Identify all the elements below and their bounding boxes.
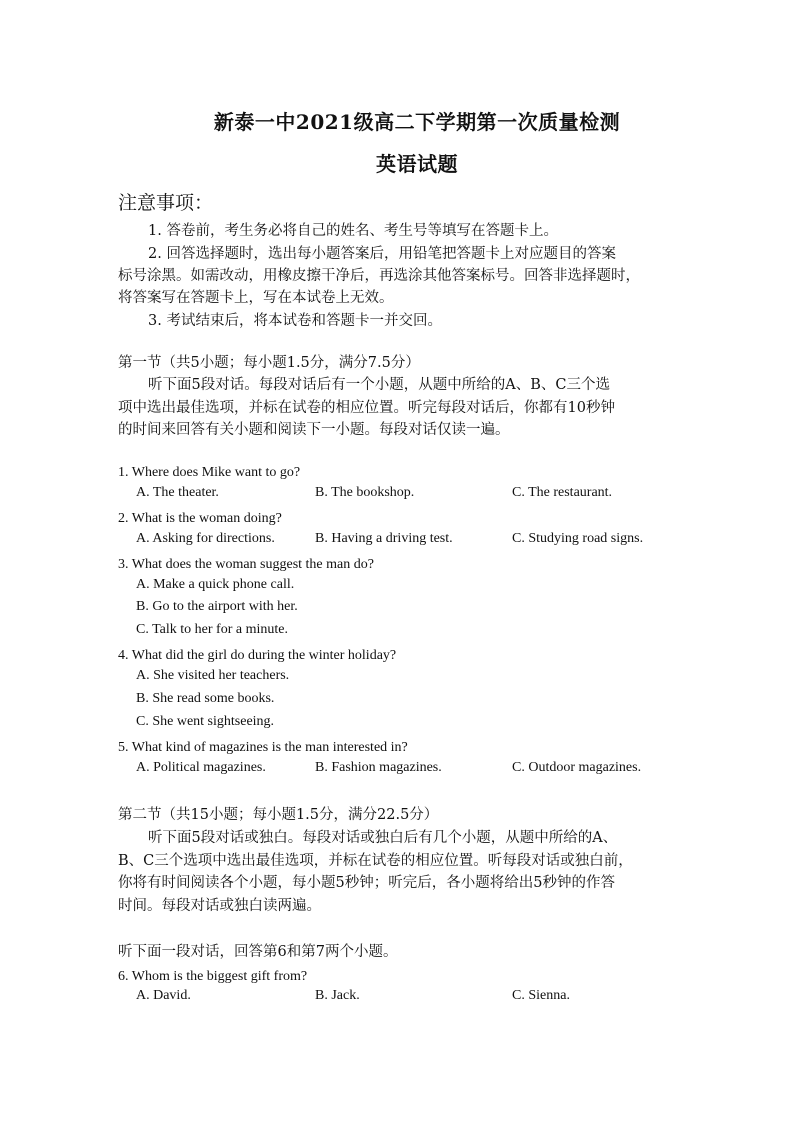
section2-prompt: 听下面一段对话，回答第6和第7两个小题。 (118, 944, 398, 960)
question-5: 5. What kind of magazines is the man interested in? (118, 740, 408, 755)
question-6-option-b: B. Jack. (315, 988, 360, 1003)
question-4: 4. What did the girl do during the winter holiday? (118, 648, 397, 663)
question-1-option-c: C. The restaurant. (512, 485, 613, 500)
exam-subtitle: 英语试题 (376, 152, 458, 176)
section2-heading: 第二节（共15小题；每小题1.5分，满分22.5分） (118, 807, 439, 823)
notice-line: 标号涂黑。如需改动，用橡皮擦干净后，再选涂其他答案标号。回答非选择题时， (118, 268, 640, 284)
question-2: 2. What is the woman doing? (118, 511, 282, 526)
section2-instruction: 听下面5段对话或独白。每段对话或独白后有几个小题，从题中所给的A、 (148, 830, 618, 846)
question-3-option-c: C. Talk to her for a minute. (136, 622, 288, 637)
section2-instruction: 时间。每段对话或独白读两遍。 (118, 898, 321, 914)
question-5-option-c: C. Outdoor magazines. (512, 760, 642, 775)
notice-line: 1. 答卷前，考生务必将自己的姓名、考生号等填写在答题卡上。 (148, 223, 558, 239)
notice-line: 3. 考试结束后，将本试卷和答题卡一并交回。 (148, 313, 442, 329)
question-5-option-b: B. Fashion magazines. (315, 760, 442, 775)
question-3-option-a: A. Make a quick phone call. (136, 577, 295, 592)
question-6-option-c: C. Sienna. (512, 988, 570, 1003)
notice-line: 将答案写在答题卡上，写在本试卷上无效。 (118, 290, 394, 306)
question-1: 1. Where does Mike want to go? (118, 465, 301, 480)
question-3: 3. What does the woman suggest the man do? (118, 557, 374, 572)
question-4-option-a: A. She visited her teachers. (136, 668, 290, 683)
question-1-option-a: A. The theater. (136, 485, 219, 500)
question-2-option-b: B. Having a driving test. (315, 531, 453, 546)
section2-instruction: 你将有时间阅读各个小题，每小题5秒钟；听完后，各小题将给出5秒钟的作答 (118, 875, 615, 891)
section1-instruction: 听下面5段对话。每段对话后有一个小题，从题中所给的A、B、C三个选 (148, 377, 610, 393)
question-2-option-c: C. Studying road signs. (512, 531, 644, 546)
section1-heading: 第一节（共5小题；每小题1.5分，满分7.5分） (118, 355, 420, 371)
question-5-option-a: A. Political magazines. (136, 760, 266, 775)
exam-title: 新泰一中2021级高二下学期第一次质量检测 (213, 110, 621, 134)
question-4-option-c: C. She went sightseeing. (136, 714, 275, 729)
question-3-option-b: B. Go to the airport with her. (136, 599, 298, 614)
question-6: 6. Whom is the biggest gift from? (118, 969, 308, 984)
question-4-option-b: B. She read some books. (136, 691, 275, 706)
section1-instruction: 的时间来回答有关小题和阅读下一小题。每段对话仅读一遍。 (118, 422, 510, 438)
question-2-option-a: A. Asking for directions. (136, 531, 275, 546)
notice-line: 2. 回答选择题时，选出每小题答案后，用铅笔把答题卡上对应题目的答案 (148, 246, 616, 262)
section1-instruction: 项中选出最佳选项，并标在试卷的相应位置。听完每段对话后，你都有10秒钟 (118, 400, 615, 416)
section2-instruction: B、C三个选项中选出最佳选项，并标在试卷的相应位置。听每段对话或独白前， (118, 853, 633, 869)
question-1-option-b: B. The bookshop. (315, 485, 415, 500)
notice-heading: 注意事项： (118, 192, 214, 214)
question-6-option-a: A. David. (136, 988, 191, 1003)
